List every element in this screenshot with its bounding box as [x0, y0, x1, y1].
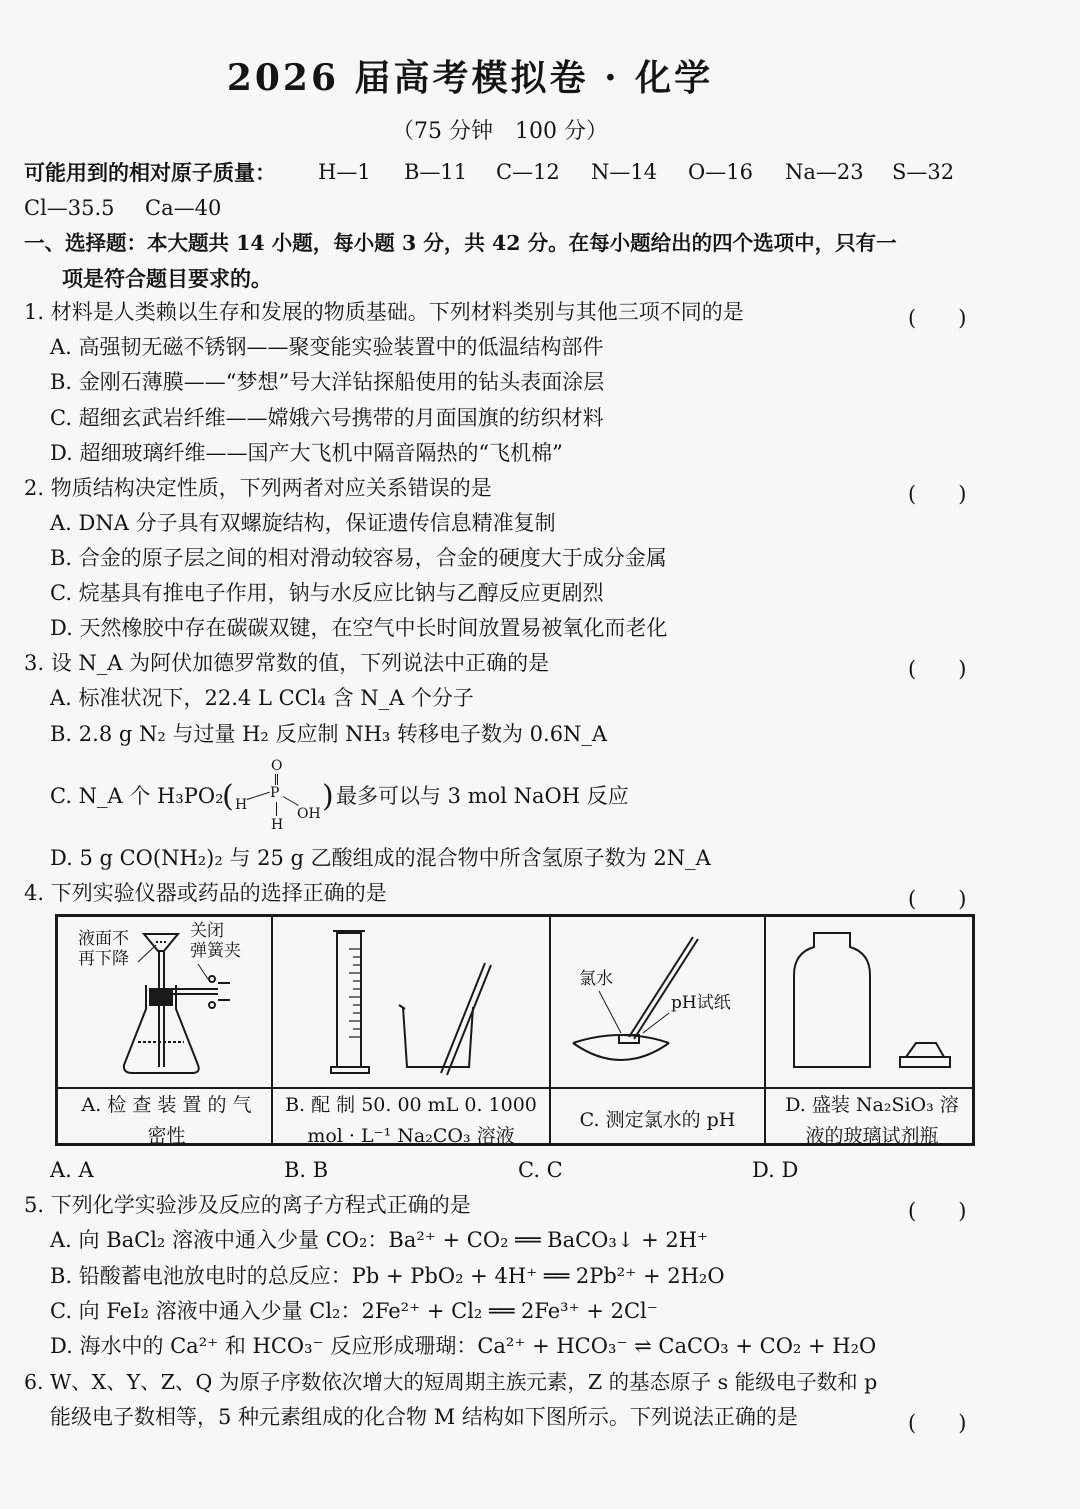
h3po2-structure: ( ) O H P OH H: [222, 758, 334, 833]
atomic-mass: S—32: [892, 160, 955, 184]
cylinder-beaker-drawing: [273, 917, 549, 1085]
q3-option-d: D. 5 g CO(NH₂)₂ 与 25 g 乙酸组成的混合物中所含氢原子数为 2N_A: [50, 846, 711, 870]
ph-test-drawing: [551, 917, 764, 1085]
q4-option-d: D. D: [752, 1158, 799, 1182]
section-heading: 一、选择题：本大题共 14 小题，每小题 3 分，共 42 分。在每小题给出的四个选项中，只有一: [24, 231, 897, 255]
q6-stem-line2: 能级电子数相等，5 种元素组成的化合物 M 结构如下图所示。下列说法正确的是: [50, 1405, 798, 1429]
q1-option-b: B. 金刚石薄膜——“梦想”号大洋钻探船使用的钻头表面涂层: [50, 370, 605, 394]
caption-a: A. 检 查 装 置 的 气 密性: [81, 1094, 252, 1147]
flask-apparatus-drawing: [58, 917, 271, 1085]
atomic-mass-label: 可能用到的相对原子质量：: [24, 160, 276, 185]
atomic-mass: H—1: [318, 160, 371, 184]
q2-stem: 2. 物质结构决定性质，下列两者对应关系错误的是: [24, 476, 492, 500]
caption-b: B. 配 制 50. 00 mL 0. 1000 mol · L⁻¹ Na₂CO₃ 溶液: [285, 1094, 537, 1147]
q6-stem-line1: 6. W、X、Y、Z、Q 为原子序数依次增大的短周期主族元素，Z 的基态原子 s 能级电子数和 p: [24, 1370, 878, 1394]
q1-option-c: C. 超细玄武岩纤维——嫦娥六号携带的月面国旗的纺织材料: [50, 406, 604, 430]
figure-c-label-water: 氯水: [579, 969, 613, 989]
q3-option-b: B. 2.8 g N₂ 与过量 H₂ 反应制 NH₃ 转移电子数为 0.6N_A: [50, 722, 608, 746]
q4-figure-table: [55, 914, 975, 1146]
q3-option-c-prefix: C. N_A 个 H₃PO₂: [50, 784, 224, 808]
q2-option-c: C. 烷基具有推电子作用，钠与水反应比钠与乙醇反应更剧烈: [50, 581, 604, 605]
figure-a-label-left: 液面不 再下降: [78, 929, 129, 970]
structure-oh: OH: [297, 806, 321, 822]
q1-answer-blank[interactable]: ( ): [908, 306, 967, 330]
atomic-mass: B—11: [404, 160, 468, 184]
q4-stem: 4. 下列实验仪器或药品的选择正确的是: [24, 881, 387, 905]
q4-option-a: A. A: [50, 1158, 94, 1182]
caption-d: D. 盛装 Na₂SiO₃ 溶 液的玻璃试剂瓶: [785, 1094, 959, 1147]
structure-h-bottom: H: [271, 817, 284, 833]
q3-stem: 3. 设 N_A 为阿伏加德罗常数的值，下列说法中正确的是: [24, 651, 550, 675]
section-heading-cont: 项是符合题目要求的。: [62, 266, 272, 291]
q2-option-d: D. 天然橡胶中存在碳碳双键，在空气中长时间放置易被氧化而老化: [50, 616, 668, 640]
q5-option-d: D. 海水中的 Ca²⁺ 和 HCO₃⁻ 反应形成珊瑚：Ca²⁺ + HCO₃⁻ ⇌ CaCO₃ + CO₂ + H₂O: [50, 1334, 877, 1358]
q2-option-a: A. DNA 分子具有双螺旋结构，保证遗传信息精准复制: [50, 511, 556, 535]
q5-stem: 5. 下列化学实验涉及反应的离子方程式正确的是: [24, 1193, 471, 1217]
exam-duration-score: （75 分钟 100 分）: [392, 119, 608, 144]
q3-option-c-suffix: 最多可以与 3 mol NaOH 反应: [336, 784, 629, 808]
q4-option-c: C. C: [518, 1158, 563, 1182]
q4-option-b: B. B: [284, 1158, 329, 1182]
q1-option-d: D. 超细玻璃纤维——国产大飞机中隔音隔热的“飞机棉”: [50, 441, 563, 465]
atomic-mass: Na—23: [785, 160, 864, 184]
q1-option-a: A. 高强韧无磁不锈钢——聚变能实验装置中的低温结构部件: [50, 335, 604, 359]
atomic-mass: O—16: [688, 160, 753, 184]
q5-option-b: B. 铅酸蓄电池放电时的总反应：Pb + PbO₂ + 4H⁺ ══ 2Pb²⁺ + 2H₂O: [50, 1264, 725, 1288]
q5-option-c: C. 向 FeI₂ 溶液中通入少量 Cl₂：2Fe²⁺ + Cl₂ ══ 2Fe³⁺ + 2Cl⁻: [50, 1299, 658, 1323]
reagent-bottle-drawing: [766, 917, 978, 1085]
q3-option-a: A. 标准状况下，22.4 L CCl₄ 含 N_A 个分子: [50, 686, 474, 710]
q2-answer-blank[interactable]: ( ): [908, 482, 967, 506]
q6-answer-blank[interactable]: ( ): [908, 1411, 967, 1435]
structure-o: O: [271, 758, 283, 774]
atomic-mass: Ca—40: [145, 196, 222, 220]
q5-option-a: A. 向 BaCl₂ 溶液中通入少量 CO₂：Ba²⁺ + CO₂ ══ BaCO₃↓ + 2H⁺: [50, 1228, 709, 1252]
structure-h-left: H: [235, 797, 248, 813]
page-title: 2026 届高考模拟卷 · 化学: [226, 57, 714, 99]
q3-answer-blank[interactable]: ( ): [908, 657, 967, 681]
caption-c: C. 测定氯水的 pH: [579, 1109, 736, 1131]
atomic-mass: N—14: [591, 160, 658, 184]
q4-answer-blank[interactable]: ( ): [908, 887, 967, 911]
atomic-mass: Cl—35.5: [24, 196, 115, 220]
structure-p: P: [270, 785, 280, 801]
q1-stem: 1. 材料是人类赖以生存和发展的物质基础。下列材料类别与其他三项不同的是: [24, 300, 744, 324]
figure-a-label-right: 关闭 弹簧夹: [190, 921, 241, 962]
atomic-mass: C—12: [496, 160, 560, 184]
figure-c-label-paper: pH试纸: [671, 993, 731, 1013]
q5-answer-blank[interactable]: ( ): [908, 1199, 967, 1223]
q2-option-b: B. 合金的原子层之间的相对滑动较容易，合金的硬度大于成分金属: [50, 546, 667, 570]
